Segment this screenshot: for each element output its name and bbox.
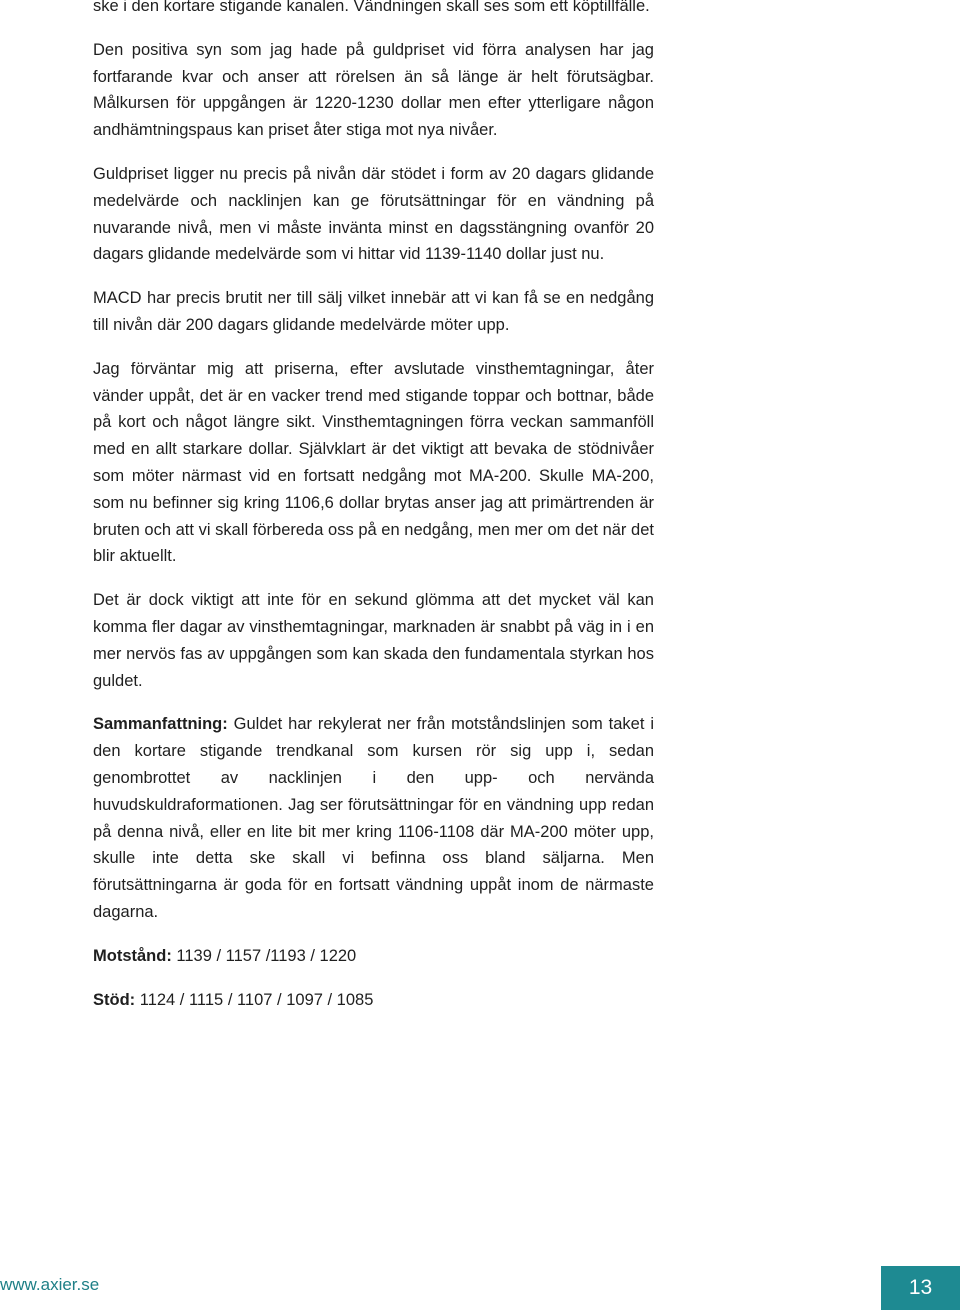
- support-values: 1124 / 1115 / 1107 / 1097 / 1085: [135, 990, 374, 1009]
- page-number-badge: 13: [881, 1266, 960, 1310]
- paragraph-support-level: Guldpriset ligger nu precis på nivån där stödet i form av 20 dagars glidande medelvärde och nacklinjen kan ge förutsättningar för en vändning på nuvarande nivå, men vi måste invänta minst en dagsstängning ovanför 20 dagars glidande medelvärde som vi hittar vid 1139-1140 dollar just nu.: [93, 164, 654, 264]
- paragraph-macd: MACD har precis brutit ner till sälj vilket innebär att vi kan få se en nedgång till nivån där 200 dagars glidande medelvärde möter upp.: [93, 289, 654, 334]
- paragraph-outlook: Den positiva syn som jag hade på guldpriset vid förra analysen har jag fortfarande kvar och anser att rörelsen än så länge är helt förutsägbar. Målkursen för uppgången är 1220-1230 dollar men efter ytterligare någon andhämtningspaus kan priset åter stiga mot nya nivåer.: [93, 40, 654, 140]
- document-body: [93, 0, 654, 1013]
- support-label: Stöd:: [93, 990, 136, 1009]
- paragraph-caution: Det är dock viktigt att inte för en sekund glömma att det mycket väl kan komma fler dagar av vinsthemtagningar, marknaden är snabbt på väg in i en mer nervös fas av uppgången som kan skada den fundamentala styrkan hos guldet.: [93, 591, 654, 690]
- support-levels: [93, 987, 654, 1014]
- paragraph-summary: [93, 711, 654, 925]
- paragraph-intro-continued: ske i den kortare stigande kanalen. Vändningen skall ses som ett köptillfälle.: [93, 0, 650, 15]
- paragraph-expectation: Jag förväntar mig att priserna, efter avslutade vinsthemtagningar, åter vänder uppåt, det är en vacker trend med stigande toppar och bottnar, både på kort och något längre sikt. Vinsthemtagningen förra veckan sammanföll med en allt starkare dollar. Självklart är det viktigt att bevaka de stödnivåer som möter närmast vid en fortsatt nedgång mot MA-200. Skulle MA-200, som nu befinner sig kring 1106,6 dollar brytas anser jag att primärtrenden är bruten och att vi skall förbereda oss på en nedgång, men mer om det när det blir aktuellt.: [93, 359, 654, 566]
- summary-text: Guldet har rekylerat ner från motståndslinjen som taket i den kortare stigande trendkanal som kursen rör sig upp i, sedan genombrottet av nacklinjen i den upp- och nervända huvudskuldraformationen. Jag ser förutsättningar för en vändning upp redan på denna nivå, eller en lite bit mer kring 1106-1108 där MA-200 möter upp, skulle inte detta ske skall vi befinna oss bland säljarna. Men förutsättningarna är goda för en fortsatt vändning uppåt inom de närmaste dagarna.: [93, 715, 654, 921]
- summary-label: Sammanfattning:: [93, 715, 228, 734]
- resistance-label: Motstånd:: [93, 946, 172, 965]
- resistance-values: 1139 / 1157 /1193 / 1220: [171, 946, 357, 965]
- website-link[interactable]: www.axier.se: [0, 1275, 100, 1294]
- resistance-levels: [93, 943, 654, 970]
